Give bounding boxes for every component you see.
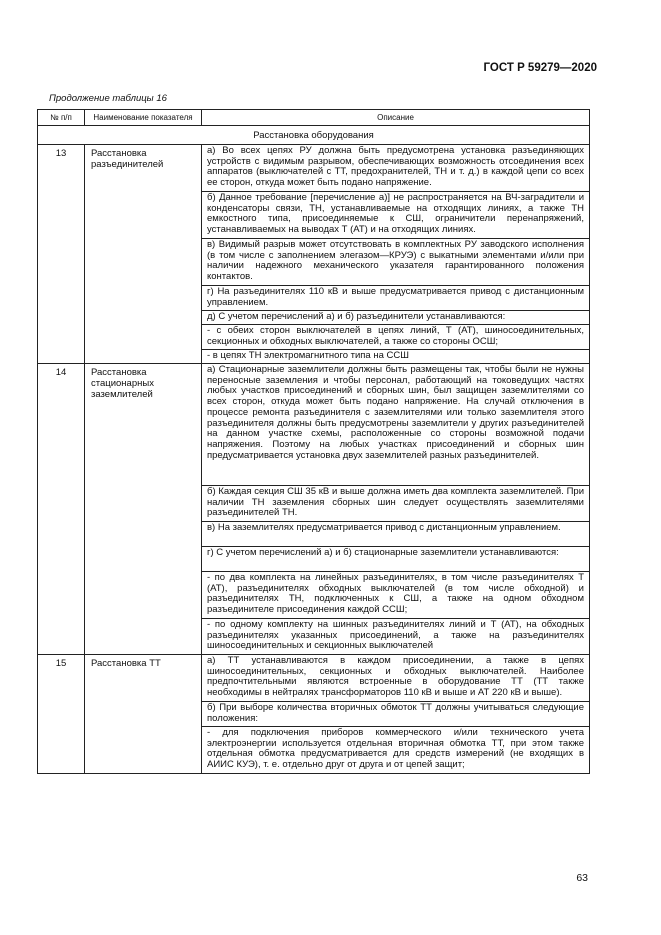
description-paragraph: а) Стационарные заземлители должны быть размещены так, чтобы были не нужны переносные заземления и чтобы персонал, работающий на токоведущих частях любых участков присоединений и сборных шин, был защищен заземлителями со всех сторон, откуда может быть подано напряжение. На случай отключения в процессе ремонта разъединителя с заземлителями или только заземлителя этого разъединителя должны быть предусмотрены заземлители у других разъединителей на данном участке схемы, расположенные со стороны возможной подачи напряжения. Поэтому на любых участках присоединений и сборных шин предусматривается установка двух заземлителей разных разъединителей. xyxy=(202,364,589,486)
table-row xyxy=(38,655,590,774)
description-paragraph: - для подключения приборов коммерческого и/или технического учета электроэнергии используется отдельная вторичная обмотка ТТ, при этом также отдельная обмотка предусматривается для средств измерений (не входящих в АИИС КУЭ), т. е. отдельно друг от друга и от цепей защит; xyxy=(207,727,584,771)
standard-header: ГОСТ Р 59279—2020 xyxy=(483,62,597,74)
requirements-table xyxy=(37,109,590,774)
col-header-description: Описание xyxy=(202,110,590,126)
row-description xyxy=(202,145,590,364)
description-paragraph: - в цепях ТН электромагнитного типа на ССШ xyxy=(207,350,409,361)
description-paragraph: б) Данное требование [перечисление а)] не распространяется на ВЧ-заградители и конденсаторы связи, ТН, устанавливаемые на отходящих линиях, а также ТН емкостного типа, присоединяемые к СШ, ограничители перенапряжений, устанавливаемых на выводах Т (АТ) и на отходящих линиях. xyxy=(202,192,589,239)
description-paragraph: д) С учетом перечислений а) и б) разъединители устанавливаются: xyxy=(202,311,589,325)
row-number: 15 xyxy=(38,655,85,774)
section-row xyxy=(38,126,590,145)
row-number: 13 xyxy=(38,145,85,364)
description-paragraph: в) Видимый разрыв может отсутствовать в комплектных РУ заводского исполнения (в том числе с заполнением элегазом—КРУЭ) с выкатными элементами и/или при наличии надежного механического указателя гарантированного положения контактов. xyxy=(202,239,589,286)
description-paragraph: а) Во всех цепях РУ должна быть предусмотрена установка разъединяющих устройств с видимым разрывом, обеспечивающих возможность отсоединения всех аппаратов (выключателей с ТТ, предохранителей, ТН и т. д.) в каждой цепи со всех ее сторон, откуда может быть подано напряжение. xyxy=(202,145,589,192)
description-paragraph: б) При выборе количества вторичных обмоток ТТ должны учитываться следующие положения: xyxy=(202,702,589,727)
description-paragraph: - с обеих сторон выключателей в цепях линий, Т (АТ), шиносоединительных, секционных и обходных выключателей, а также со стороны ОСШ; xyxy=(202,325,589,350)
table-continuation-caption: Продолжение таблицы 16 xyxy=(49,93,167,104)
description-paragraph: г) На разъединителях 110 кВ и выше предусматривается привод с дистанционным управлением. xyxy=(202,286,589,311)
table-header-row xyxy=(38,110,590,126)
row-name: Расстановка ТТ xyxy=(85,655,202,774)
section-title: Расстановка оборудования xyxy=(38,126,590,145)
page-number: 63 xyxy=(576,872,588,884)
row-description xyxy=(202,364,590,655)
description-paragraph: б) Каждая секция СШ 35 кВ и выше должна иметь два комплекта заземлителей. При наличии ТН заземления сборных шин следует осуществлять заземлителями разъединителей ТН. xyxy=(202,486,589,522)
description-paragraph: а) ТТ устанавливаются в каждом присоединении, а также в цепях шиносоединительных, секционных и обходных выключателей. Наиболее предпочтительными являются встроенные в оборудование ТТ (ТТ также необходимы в нейтралях трансформаторов 110 кВ и выше и АТ 220 кВ и выше). xyxy=(202,655,589,702)
table-row xyxy=(38,145,590,364)
description-paragraph: в) На заземлителях предусматривается привод с дистанционным управлением. xyxy=(202,522,589,547)
description-paragraph: - по одному комплекту на шинных разъединителях линий и Т (АТ), на обходных разъединителях указанных присоединений, а также на разъединителях шиносоединительных и секционных выключателей xyxy=(207,619,584,652)
table-row xyxy=(38,364,590,655)
row-name: Расстановка стационарных заземлителей xyxy=(85,364,202,655)
row-description xyxy=(202,655,590,774)
description-paragraph: г) С учетом перечислений а) и б) стационарные заземлители устанавливаются: xyxy=(202,547,589,572)
row-number: 14 xyxy=(38,364,85,655)
row-name: Расстановка разъединителей xyxy=(85,145,202,364)
col-header-name: Наименование показателя xyxy=(85,110,202,126)
description-paragraph: - по два комплекта на линейных разъединителях, в том числе разъединителях Т (АТ), разъединителях обходных выключателей (в том числе обходной) и разъединителях ТН, подключенных к СШ, а также на одном обходном разъединителе присоединения каждой ССШ; xyxy=(202,572,589,619)
col-header-number: № п/п xyxy=(38,110,85,126)
